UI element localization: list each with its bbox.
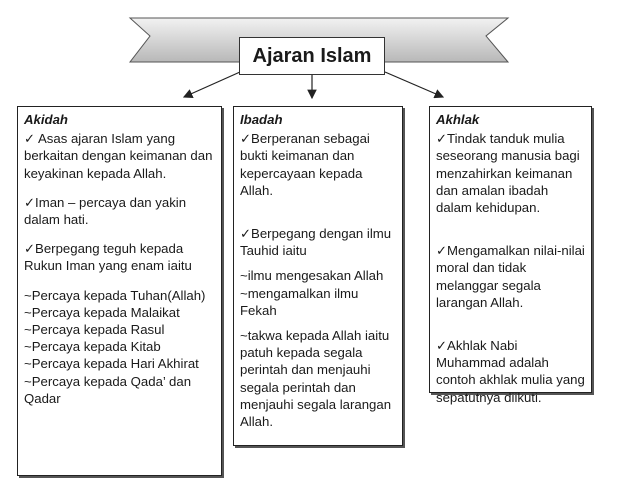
akidah-point: ✓Berpegang teguh kepada Rukun Iman yang enam iaitu (24, 241, 192, 274)
main-title: Ajaran Islam (239, 37, 385, 75)
column-heading: Akhlak (436, 112, 480, 127)
rukun-iman-item: ~Percaya kepada Rasul (24, 322, 165, 338)
column-akhlak (429, 106, 592, 405)
column-ibadah (233, 106, 403, 446)
rukun-iman-item: ~Percaya kepada Hari Akhirat (24, 356, 199, 372)
rukun-iman-item: ~Percaya kepada Malaikat (24, 304, 180, 320)
ibadah-point: ✓Berpegang dengan ilmu Tauhid iaitu (240, 226, 392, 259)
arrow-to-akidah (184, 72, 240, 97)
ibadah-point: ~takwa kepada Allah iaitu patuh kepada segala perintah dan menjauhi segala perintah dan menjauhi segala larangan Allah. (240, 328, 392, 430)
arrow-to-akhlak (385, 72, 443, 97)
akidah-point: ✓Iman – percaya dan yakin dalam hati. (24, 194, 187, 228)
akhlak-point: ✓Mengamalkan nilai-nilai moral dan tidak melanggar segala larangan Allah. (436, 243, 585, 310)
akidah-point: ✓ Asas ajaran Islam yang berkaitan dengan keimanan dan keyakinan kepada Allah. (24, 131, 213, 181)
rukun-iman-item: ~Percaya kepada Tuhan(Allah) (24, 287, 206, 303)
ibadah-point: ~ilmu mengesakan Allah ~mengamalkan ilmu Fekah (240, 268, 384, 318)
akhlak-point: ✓Tindak tanduk mulia seseorang manusia bagi menzahirkan keimanan dan amalan ibadah dalam kehidupan. (436, 131, 580, 216)
rukun-iman-item: ~Percaya kepada Kitab (24, 339, 161, 355)
column-heading: Ibadah (240, 112, 283, 127)
rukun-iman-item: ~Percaya kepada Qada’ dan Qadar (24, 373, 192, 406)
column-akidah (17, 106, 222, 476)
akhlak-point: ✓Akhlak Nabi Muhammad adalah contoh akhlak mulia yang sepatutnya diikuti. (436, 338, 585, 405)
ibadah-point: ✓Berperanan sebagai bukti keimanan dan kepercayaan kepada Allah. (240, 131, 370, 198)
column-heading: Akidah (24, 112, 68, 127)
